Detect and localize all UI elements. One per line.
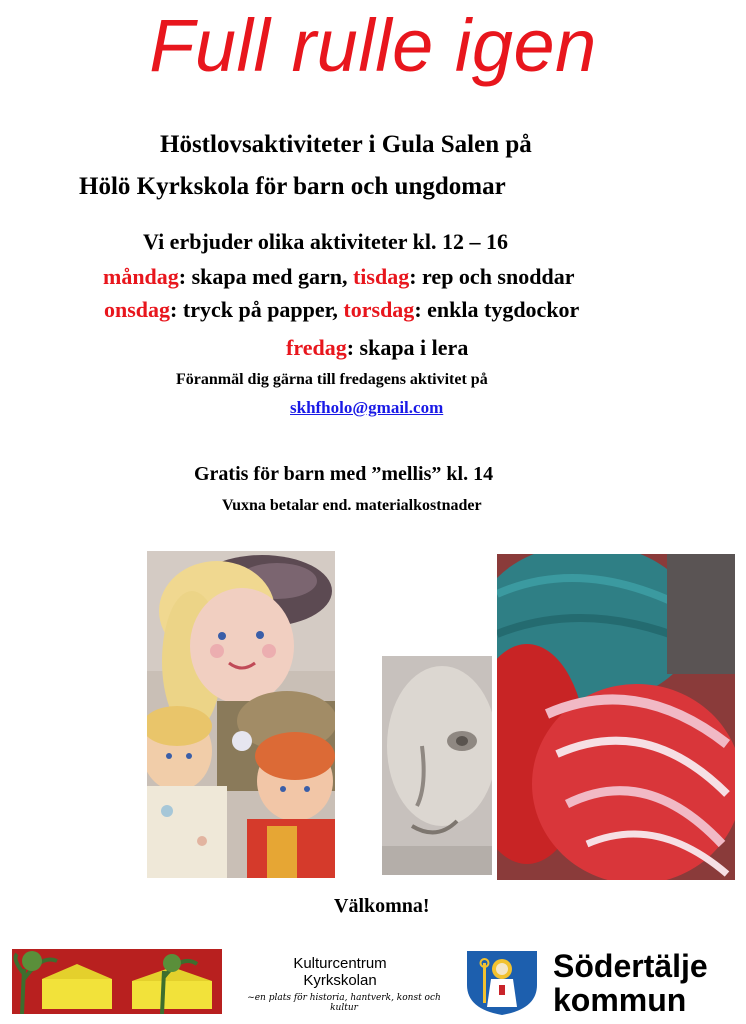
clay-sculpture-photo xyxy=(382,656,492,875)
activities-time: Vi erbjuder olika aktiviteter kl. 12 – 16 xyxy=(143,229,509,254)
activity-tuesday: : rep och snoddar xyxy=(409,264,575,289)
registration-note: Föranmäl dig gärna till fredagens aktivitet på xyxy=(176,371,488,388)
schedule-friday xyxy=(286,335,468,361)
municipality-line-2: kommun xyxy=(553,982,687,1018)
center-name-line-2: Kyrkskolan xyxy=(303,972,377,989)
sodertalje-crest-icon xyxy=(463,949,541,1017)
page-title: Full rulle igen xyxy=(149,4,597,87)
day-thursday: torsdag xyxy=(343,297,415,322)
schedule-monday-tuesday xyxy=(103,264,574,290)
activity-monday: : skapa med garn, xyxy=(178,264,353,289)
subtitle-line-1: Höstlovsaktiviteter i Gula Salen på xyxy=(160,131,532,158)
adult-cost-note: Vuxna betalar end. materialkostnader xyxy=(222,497,482,514)
center-name-line-1: Kulturcentrum xyxy=(293,955,387,972)
activity-friday: : skapa i lera xyxy=(346,335,469,360)
subtitle-line-2: Hölö Kyrkskola för barn och ungdomar xyxy=(79,173,506,200)
municipality-line-1: Södertälje xyxy=(553,948,708,984)
activity-wednesday: : tryck på papper, xyxy=(170,297,344,322)
kulturcentrum-logo xyxy=(12,949,222,1014)
kulturcentrum-name xyxy=(240,955,440,989)
tagline-line-2: kultur xyxy=(330,1003,358,1013)
day-friday: fredag xyxy=(286,335,347,360)
schedule-wednesday-thursday xyxy=(104,297,579,323)
tagline-line-1: ~en plats för historia, hantverk, konst och xyxy=(247,993,441,1003)
activity-thursday: : enkla tygdockor xyxy=(414,297,580,322)
sodertalje-kommun-wordmark xyxy=(553,949,708,1017)
dolls-photo xyxy=(147,551,335,878)
yarn-photo xyxy=(497,554,735,880)
welcome-text: Välkomna! xyxy=(334,895,430,917)
kulturcentrum-tagline xyxy=(233,993,455,1013)
day-monday: måndag xyxy=(103,264,179,289)
day-tuesday: tisdag xyxy=(352,264,410,289)
email-link[interactable]: skhfholo@gmail.com xyxy=(290,398,444,417)
free-for-children-note: Gratis för barn med ”mellis” kl. 14 xyxy=(194,463,494,485)
day-wednesday: onsdag xyxy=(104,297,171,322)
